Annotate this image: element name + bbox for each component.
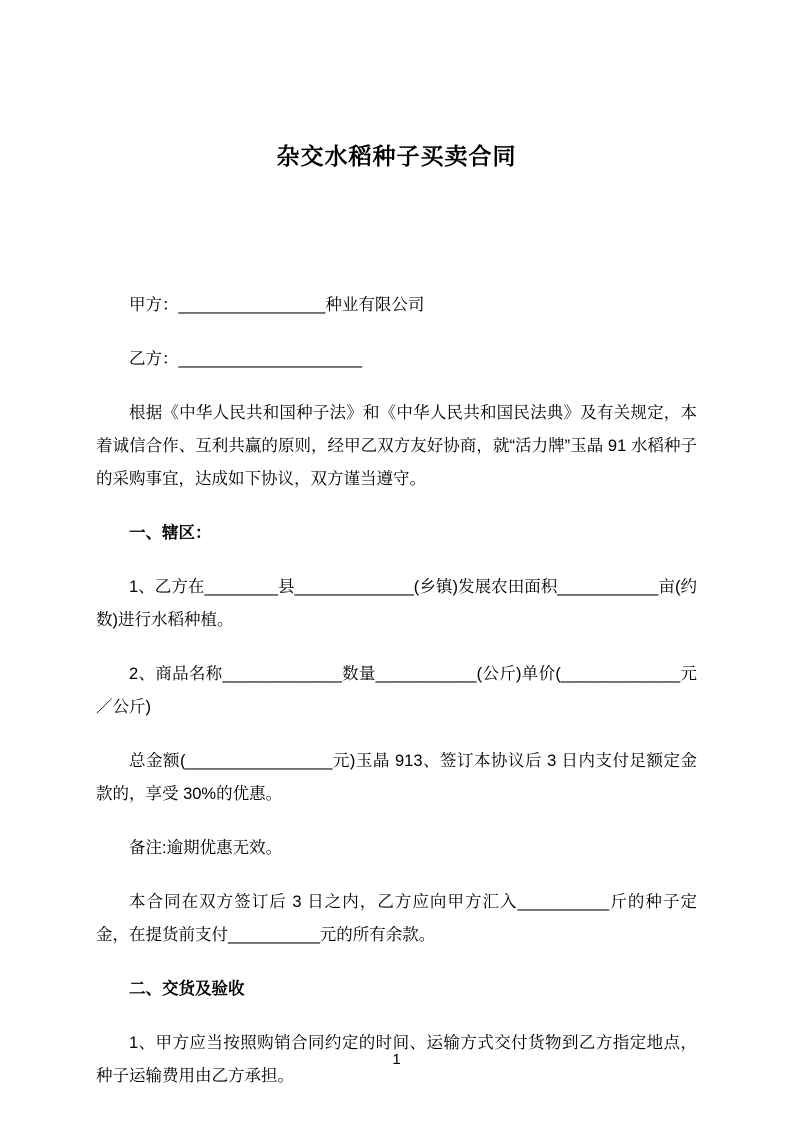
page-number: 1 [392,1051,401,1068]
party-a-line: 甲方：________________种业有限公司 [129,296,425,314]
clause-1-1: 1、乙方在________县_____________(乡镇)发展农田面积___________亩(约数)进行水稻种植。 [96,578,697,629]
clause-1-2: 2、商品名称_____________数量___________(公斤)单价(_____________元／公斤) [96,665,697,716]
preamble-paragraph: 根据《中华人民共和国种子法》和《中华人民共和国民法典》及有关规定，本着诚信合作、互利共赢的原则，经甲乙双方友好协商，就“活力牌”玉晶 91 水稻种子的采购事宜，达成如下协议，双方谨当遵守。 [96,404,697,488]
party-b-line: 乙方：____________________ [129,350,363,368]
clause-2-1: 1、甲方应当按照购销合同约定的时间、运输方式交付货物到乙方指定地点，种子运输费用由乙方承担。 [96,1034,697,1085]
document-title: 杂交水稻种子买卖合同 [276,143,517,169]
note-line: 备注:逾期优惠无效。 [129,839,283,857]
section-1-heading: 一、辖区： [129,524,212,542]
section-2-heading: 二、交货及验收 [129,980,245,998]
clause-1-3: 总金额(________________元)玉晶 913、签订本协议后 3 日内支付足额定金款的，享受 30%的优惠。 [96,752,697,803]
clause-1-4: 本合同在双方签订后 3 日之内，乙方应向甲方汇入__________斤的种子定金，在提货前支付__________元的所有余款。 [96,893,697,944]
